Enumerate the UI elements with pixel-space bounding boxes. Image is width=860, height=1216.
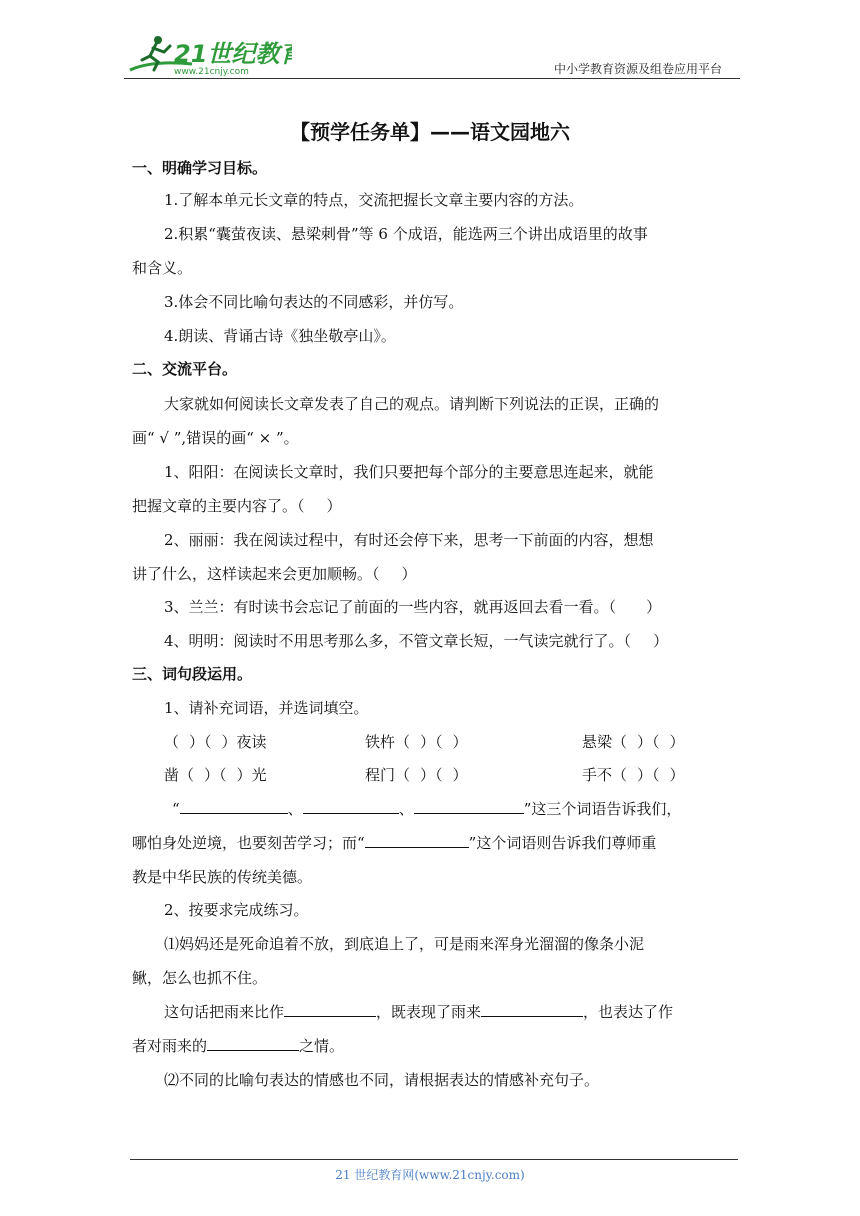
fill-sentence-1: “ 、 、 ”这三个词语告诉我们，	[172, 800, 682, 818]
idiom-blank-5[interactable]: 程门（ ）（ ）	[365, 766, 468, 784]
answer-paren[interactable]: （ ）	[372, 565, 417, 583]
goal-item: 3.体会不同比喻句表达的不同感彩，并仿写。	[164, 293, 464, 311]
goal-item: 4.朗读、背诵古诗《独坐敬亭山》。	[164, 327, 396, 345]
idiom-blank-6[interactable]: 手不（ ）（ ）	[582, 766, 685, 784]
metaphor-question-cont: 者对雨来的 之情。	[132, 1037, 345, 1055]
passage-line: 鳅，怎么也抓不住。	[132, 969, 268, 987]
judge-question-2-cont: 讲了什么，这样读起来会更加顺畅。（ ）	[132, 565, 417, 583]
header-divider	[124, 78, 740, 79]
platform-label: 中小学教育资源及组卷应用平台	[553, 62, 722, 76]
exchange-intro: 画“ √ ”,错误的画“ × ”。	[132, 429, 299, 447]
footer-divider	[130, 1159, 738, 1160]
metaphor-question: 这句话把雨来比作 ，既表现了雨来 ，也表达了作	[164, 1003, 674, 1021]
exchange-intro: 大家就如何阅读长文章发表了自己的观点。请判断下列说法的正误，正确的	[164, 395, 660, 413]
judge-question-4: 4、明明：阅读时不用思考那么多，不管文章长短，一气读完就行了。（ ）	[164, 632, 669, 650]
task-2: 2、按要求完成练习。	[164, 901, 309, 919]
fill-sentence-3: 教是中华民族的传统美德。	[132, 868, 313, 886]
idiom-blank-1[interactable]: （ ）（ ）夜读	[164, 733, 267, 751]
idiom-blank-2[interactable]: 铁杵（ ）（ ）	[365, 733, 468, 751]
section-heading-usage: 三、词句段运用。	[132, 665, 253, 683]
fill-blank[interactable]	[303, 799, 399, 814]
judge-question-2: 2、丽丽：我在阅读过程中，有时还会停下来，思考一下前面的内容，想想	[164, 531, 654, 549]
goal-item: 2.积累“囊萤夜读、悬梁刺骨”等 6 个成语，能选两三个讲出成语里的故事	[164, 225, 648, 243]
fill-blank[interactable]	[284, 1002, 376, 1017]
judge-question-1-cont: 把握文章的主要内容了。（ ）	[132, 497, 342, 515]
site-logo	[122, 30, 292, 80]
answer-paren[interactable]: （ ）	[623, 632, 669, 650]
passage-line: ⑴妈妈还是死命追着不放，到底追上了，可是雨来浑身光溜溜的像条小泥	[164, 935, 645, 953]
goal-item: 1.了解本单元长文章的特点，交流把握长文章主要内容的方法。	[164, 191, 584, 209]
logo-text: 21世纪教育	[174, 40, 292, 68]
fill-blank[interactable]	[207, 1036, 299, 1051]
fill-blank[interactable]	[414, 799, 524, 814]
footer-link[interactable]: 21 世纪教育网(www.21cnjy.com)	[335, 1168, 525, 1182]
judge-question-1: 1、阳阳：在阅读长文章时，我们只要把每个部分的主要意思连起来，就能	[164, 463, 654, 481]
page-title: 【预学任务单】——语文园地六	[290, 120, 570, 144]
task-1: 1、请补充词语，并选词填空。	[164, 699, 369, 717]
fill-blank[interactable]	[180, 799, 288, 814]
idiom-blank-3[interactable]: 悬梁（ ）（ ）	[582, 733, 685, 751]
fill-blank[interactable]	[481, 1002, 583, 1017]
fill-blank[interactable]	[365, 833, 469, 848]
logo-url: www.21cnjy.com	[174, 67, 249, 77]
fill-sentence-2: 哪怕身处逆境，也要刻苦学习；而“ ”这个词语则告诉我们尊师重	[132, 834, 657, 852]
idiom-blank-4[interactable]: 凿（ ）（ ）光	[164, 766, 267, 784]
goal-item: 和含义。	[132, 259, 193, 277]
metaphor-task: ⑵不同的比喻句表达的情感也不同，请根据表达的情感补充句子。	[164, 1071, 600, 1089]
runner-logo-icon	[122, 30, 292, 80]
judge-question-3: 3、兰兰：有时读书会忘记了前面的一些内容，就再返回去看一看。（ ）	[164, 598, 662, 616]
answer-paren[interactable]: （ ）	[297, 497, 342, 515]
section-heading-goals: 一、明确学习目标。	[132, 159, 268, 177]
answer-paren[interactable]: （ ）	[608, 598, 662, 616]
section-heading-exchange: 二、交流平台。	[132, 360, 238, 378]
